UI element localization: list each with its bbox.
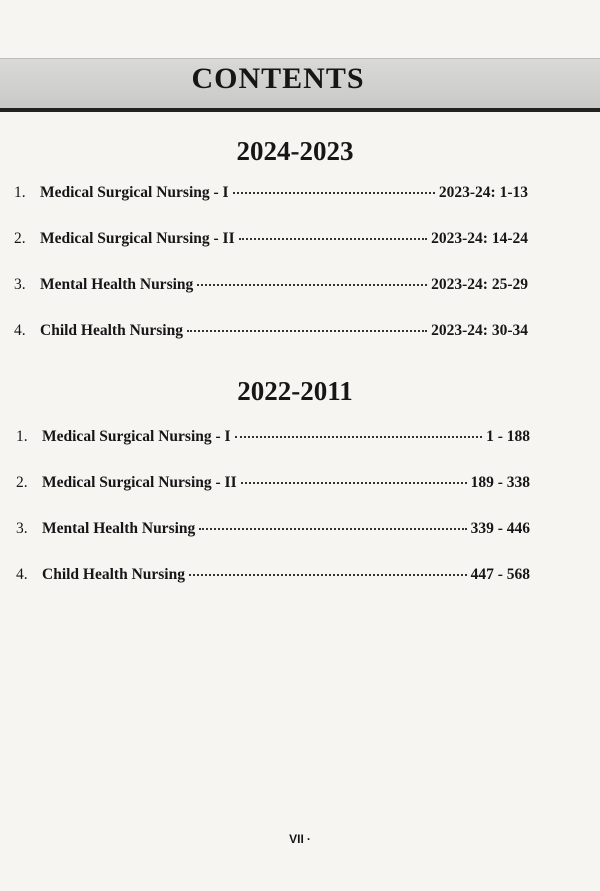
dot-leader xyxy=(189,574,467,576)
toc-entry-number: 3. xyxy=(16,520,28,537)
toc-entry[interactable] xyxy=(14,276,528,294)
toc-entry-number: 3. xyxy=(14,276,26,293)
section-heading-2024-2023: 2024-2023 xyxy=(236,136,354,166)
dot-leader xyxy=(233,192,435,194)
toc-entry-pages: 1 - 188 xyxy=(486,428,530,445)
page-number xyxy=(0,832,600,846)
toc-entry-number: 4. xyxy=(16,566,28,583)
toc-entry-pages: 2023-24: 14-24 xyxy=(431,230,528,247)
dot-leader xyxy=(239,238,428,240)
toc-entry-number: 2. xyxy=(14,230,26,247)
dot-leader xyxy=(241,482,467,484)
page-number-mark: · xyxy=(306,832,311,846)
toc-entry-number: 4. xyxy=(14,322,26,339)
toc-entry[interactable] xyxy=(16,428,530,446)
toc-entry-title: Child Health Nursing xyxy=(40,322,183,339)
toc-entry-pages: 189 - 338 xyxy=(470,474,530,491)
toc-entry[interactable] xyxy=(14,184,528,202)
toc-entry-title: Mental Health Nursing xyxy=(42,520,196,537)
toc-entry-pages: 447 - 568 xyxy=(470,566,530,583)
toc-entry-pages: 2023-24: 25-29 xyxy=(431,276,528,293)
toc-entry[interactable] xyxy=(16,474,530,492)
toc-entry-title: Mental Health Nursing xyxy=(40,276,194,293)
toc-entry-number: 2. xyxy=(16,474,28,491)
toc-entry-pages: 2023-24: 1-13 xyxy=(438,184,528,201)
toc-entry-number: 1. xyxy=(14,184,26,201)
toc-entry-title: Medical Surgical Nursing - I xyxy=(40,184,229,201)
toc-entry[interactable] xyxy=(14,322,528,340)
toc-entry-title: Medical Surgical Nursing - I xyxy=(42,428,231,445)
header-rule xyxy=(0,108,600,112)
dot-leader xyxy=(235,436,482,438)
toc-entry-title: Child Health Nursing xyxy=(42,566,185,583)
dot-leader xyxy=(199,528,466,530)
toc-entry-title: Medical Surgical Nursing - II xyxy=(40,230,235,247)
toc-entry[interactable] xyxy=(14,230,528,248)
section-heading-2022-2011: 2022-2011 xyxy=(237,376,353,406)
dot-leader xyxy=(187,330,427,332)
toc-entry[interactable] xyxy=(16,520,530,538)
page-number-text: VII xyxy=(289,832,304,846)
dot-leader xyxy=(197,284,427,286)
toc-entry[interactable] xyxy=(16,566,530,584)
page-title: CONTENTS xyxy=(191,62,365,95)
toc-entry-title: Medical Surgical Nursing - II xyxy=(42,474,237,491)
toc-entry-pages: 2023-24: 30-34 xyxy=(431,322,528,339)
toc-entry-pages: 339 - 446 xyxy=(470,520,530,537)
toc-entry-number: 1. xyxy=(16,428,28,445)
